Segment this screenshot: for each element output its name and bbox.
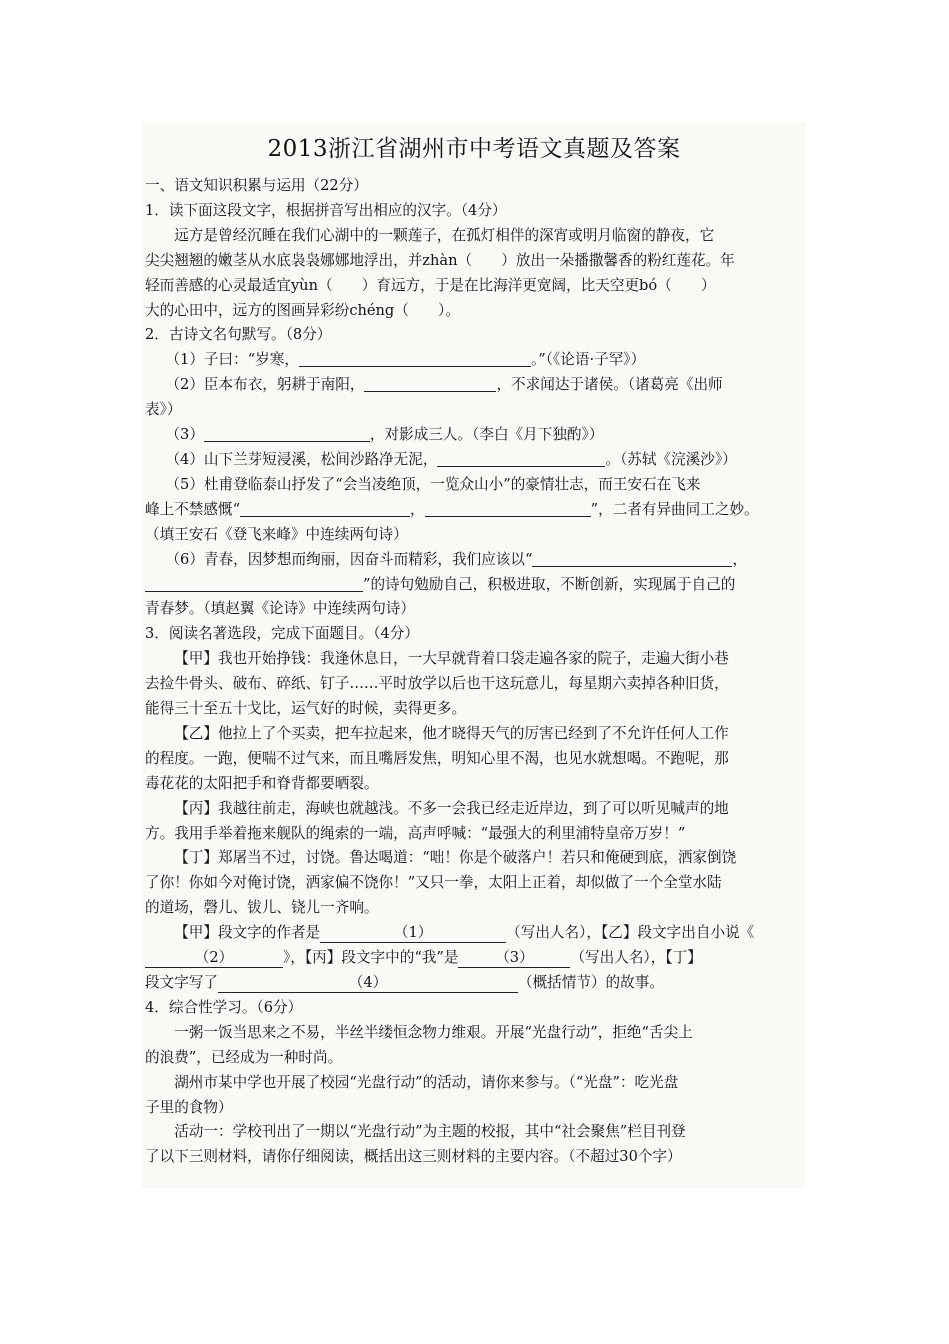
passage-yi: 【乙】他拉上了个买卖，把车拉起来，他才晓得天气的厉害已经到了不允许任何人工作 [174,724,729,742]
q2-item-text: ，不求闻达于诸侯。（诸葛亮《出师 [496,376,723,394]
answer-blank[interactable] [145,574,363,592]
answer-blank[interactable] [364,374,496,392]
section-heading: 一、语文知识积累与运用（22分） [145,177,368,194]
q2-item-6-cont [145,573,803,598]
q2-item-4 [145,448,803,473]
q3-text: （写出人名），【丁】 [570,949,702,967]
q2-item-1 [145,348,803,373]
q2-item-text: 峰上不禁感慨“ [145,500,241,518]
passage-bing: 方。我用手举着拖来舰队的绳索的一端，高声呼喊：“最强大的利里浦特皇帝万岁！” [145,824,686,842]
q3-text: 【甲】段文字的作者是 [174,924,321,942]
q2-item-text: ”，二者有异曲同工之妙。 [590,500,759,518]
q1-text-line: 大的心田中，远方的图画异彩纷chéng（ ）。 [145,301,460,319]
answer-blank[interactable] [425,499,591,517]
q2-item-text: ，对影成三人。（李白《月下独酌》） [369,426,604,444]
q4-text: 活动一：学校刊出了一期以“光盘行动”为主题的校报，其中“社会聚焦”栏目刊登 [174,1123,686,1141]
q2-item-text: 表》） [145,401,182,419]
answer-blank-1[interactable]: （1） [320,924,506,943]
answer-blank-2[interactable]: （2） [145,949,283,968]
q1-stem: 1．读下面这段文字，根据拼音写出相应的汉字。（4分） [145,201,507,219]
q2-item-text: （3） [165,426,204,444]
passage-jia: 能得三十至五十戈比，运气好的时候，卖得更多。 [145,700,467,718]
q2-item-6 [145,548,803,573]
passage-yi: 的程度。一跑，便喘不过气来，而且嘴唇发焦，明知心里不渴，也见水就想喝。不跑呢，那 [145,749,729,767]
q2-item-text: 。”（《论语·子罕》） [530,351,646,369]
answer-blank-3[interactable]: （3） [458,949,570,968]
q4-text: 一粥一饭当思来之不易，半丝半缕恒念物力维艰。开展“光盘行动”，拒绝“舌尖上 [174,1023,693,1041]
q2-item-text: （2）臣本布衣，躬耕于南阳， [165,376,365,394]
q2-item-text: （4）山下兰芽短浸溪，松间沙路净无泥， [165,450,438,468]
q3-text: （写出人名），【乙】段文字出自小说《 [506,924,755,942]
q3-text: 》，【丙】段文字中的“我”是 [283,949,459,967]
q1-text-line: 轻而善感的心灵最适宜yùn（ ）育远方，于是在比海洋更宽阔，比天空更bó（ ） [145,276,716,294]
q3-questions [145,971,803,996]
passage-bing: 【丙】我越往前走，海峡也就越浅。不多一会我已经走近岸边，到了可以听见喊声的地 [174,799,729,817]
passage-jia: 【甲】我也开始挣钱：我逢休息日，一大早就背着口袋走遍各家的院子，走遍大街小巷 [174,650,729,668]
q2-item-5-cont [145,498,803,523]
q2-item-text: 青春梦。（填赵翼《论诗》中连续两句诗） [145,600,415,618]
document-content [145,134,803,1170]
q3-stem: 3．阅读名著选段，完成下面题目。（4分） [145,625,419,643]
q2-item-text: ”的诗句勉励自己，积极进取，不断创新，实现属于自己的 [363,575,736,593]
q3-text: 段文字写了 [145,974,218,991]
q2-item-text: ， [732,550,748,568]
q3-questions [145,921,803,946]
q2-stem: 2．古诗文名句默写。（8分） [145,326,332,344]
q2-item-text: （1）子曰：“岁寒， [165,351,299,369]
q3-text: （概括情节）的故事。 [517,974,664,991]
passage-ding: 的道场，磬儿、钹儿、铙儿一齐响。 [145,899,379,917]
answer-blank[interactable] [299,349,531,367]
q4-text: 了以下三则材料，请你仔细阅读，概括出这三则材料的主要内容。（不超过30个字） [145,1148,682,1166]
q2-item-text: 。（苏轼《浣溪沙》） [605,450,737,468]
q1-text-line: 远方是曾经沉睡在我们心湖中的一颗莲子，在孤灯相伴的深宵或明月临窗的静夜，它 [174,226,715,244]
q2-item-text: （6）青春，因梦想而绚丽，因奋斗而精彩，我们应该以“ [165,550,533,568]
answer-blank-4[interactable]: （4） [218,974,518,993]
passage-ding: 了你！你如今对俺讨饶，洒家偏不饶你！”又只一拳，太阳上正着，却似做了一个全堂水陆 [145,874,722,892]
q4-text: 子里的食物） [145,1098,233,1116]
q2-item-3 [145,423,803,448]
q2-item-5: （5）杜甫登临泰山抒发了“会当凌绝顶，一览众山小”的豪情壮志，而王安石在飞来 [165,475,701,493]
q3-questions [145,946,803,971]
q2-item-2 [145,373,803,398]
page-title: 2013浙江省湖州市中考语文真题及答案 [267,136,681,162]
q4-text: 湖州市某中学也开展了校园“光盘行动”的活动，请你来参与。（“光盘”：吃光盘 [174,1073,679,1091]
passage-jia: 去捡牛骨头、破布、碎纸、钉子……平时放学以后也干这玩意儿，每星期六卖掉各种旧货， [145,675,729,693]
passage-ding: 【丁】郑屠当不过，讨饶。鲁达喝道：“咄！你是个破落户！若只和俺硬到底，洒家倒饶 [174,849,737,867]
q2-item-text: ， [410,500,425,518]
answer-blank[interactable] [204,424,370,442]
q4-text: 的浪费”，已经成为一种时尚。 [145,1048,343,1066]
answer-blank[interactable] [437,449,605,467]
q2-item-text: （填王安石《登飞来峰》中连续两句诗） [145,525,408,543]
q1-text-line: 尖尖翘翘的嫩茎从水底袅袅娜娜地浮出，并zhàn（ ）放出一朵播撒馨香的粉红莲花。年 [145,251,735,269]
answer-blank[interactable] [240,499,410,517]
passage-yi: 毒花花的太阳把手和脊背都要晒裂。 [145,774,379,792]
q4-stem: 4．综合性学习。（6分） [145,998,303,1016]
answer-blank[interactable] [532,549,732,567]
